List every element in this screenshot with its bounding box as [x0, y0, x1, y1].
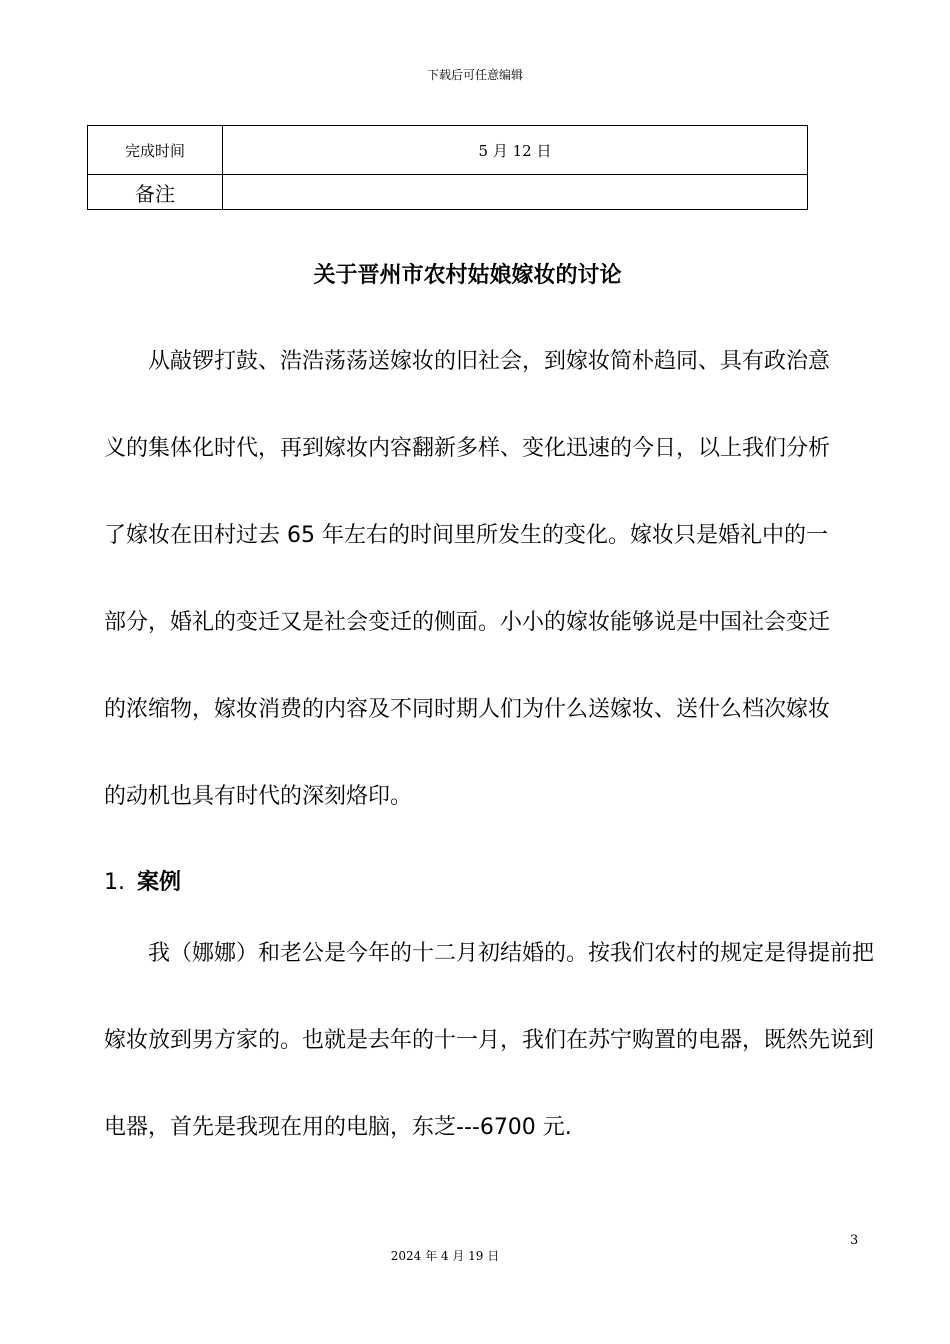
- page-number: 3: [850, 1233, 859, 1248]
- completion-time-value: 5 月 12 日: [223, 126, 808, 175]
- header-note: 下载后可任意编辑: [426, 68, 523, 82]
- info-table: [87, 125, 808, 210]
- completion-time-label: 完成时间: [88, 126, 223, 175]
- intro-text: 从敲锣打鼓、浩浩荡荡送嫁妆的旧社会，到嫁妆简朴趋同、具有政治意义的集体化时代，再到嫁妆内容翻新多样、变化迅速的今日，以上我们分析了嫁妆在田村过去 65 年左右的时间里所发生的变化。嫁妆只是婚礼中的一部分，婚礼的变迁又是社会变迁的侧面。小小的嫁妆能够说是中国社会变迁的浓缩物，嫁妆消费的内容及不同时期人们为什么送嫁妆、送什么档次嫁妆的动机也具有时代的深刻烙印。: [104, 349, 831, 809]
- section-number: 1.: [104, 870, 125, 895]
- intro-paragraph: [104, 318, 834, 840]
- remarks-label: 备注: [88, 175, 223, 210]
- table-row: [88, 175, 808, 210]
- footer-date: 2024 年 4 月 19 日: [390, 1249, 500, 1263]
- remarks-value: [223, 175, 808, 210]
- document-title: 关于晋州市农村姑娘嫁妆的讨论: [313, 263, 622, 288]
- section-title: 案例: [137, 870, 182, 895]
- case-paragraph: [104, 910, 874, 1171]
- section-heading: [104, 865, 181, 896]
- table-row: [88, 126, 808, 175]
- case-text: 我（娜娜）和老公是今年的十二月初结婚的。按我们农村的规定是得提前把嫁妆放到男方家的。也就是去年的十一月，我们在苏宁购置的电器，既然先说到电器，首先是我现在用的电脑，东芝---6700 元.: [104, 941, 875, 1140]
